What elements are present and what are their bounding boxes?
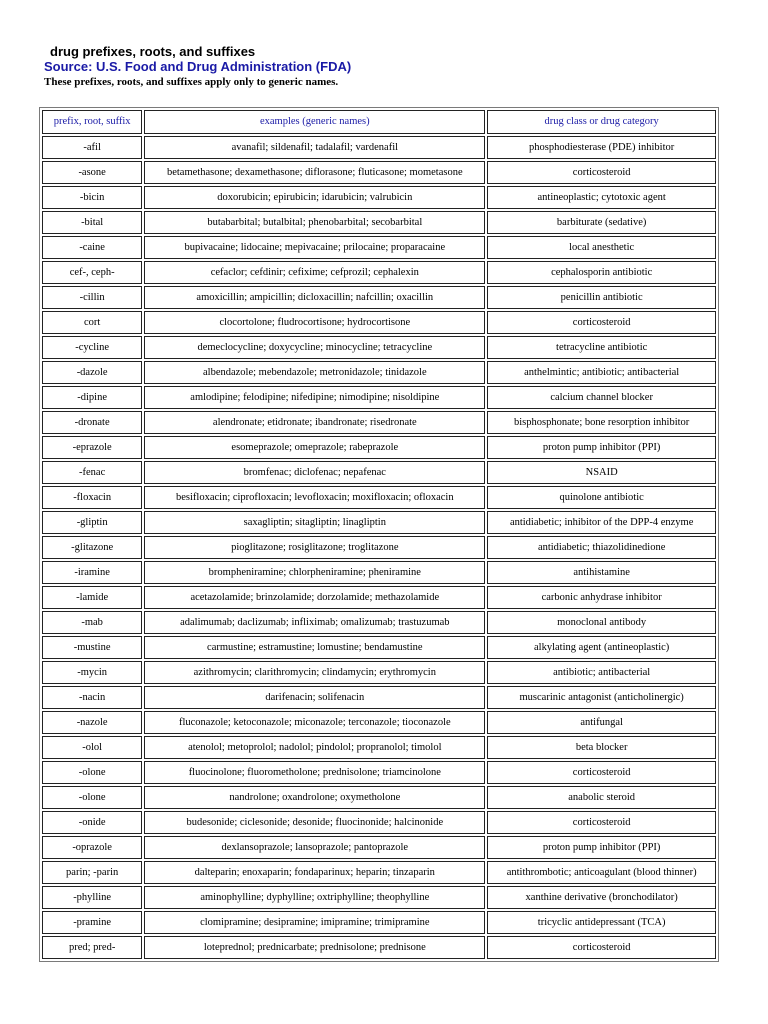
- table-row: [42, 911, 716, 934]
- table-row: [42, 436, 716, 459]
- table-row: [42, 936, 716, 959]
- table-row: [42, 211, 716, 234]
- category-cell: antineoplastic; cytotoxic agent: [487, 186, 716, 209]
- table-row: [42, 636, 716, 659]
- header-examples: examples (generic names): [144, 110, 485, 134]
- affix-cell: -nacin: [42, 686, 142, 709]
- affix-cell: -afil: [42, 136, 142, 159]
- table-row: [42, 561, 716, 584]
- affix-cell: cort: [42, 311, 142, 334]
- affix-cell: pred; pred-: [42, 936, 142, 959]
- category-cell: corticosteroid: [487, 311, 716, 334]
- category-cell: anabolic steroid: [487, 786, 716, 809]
- examples-cell: darifenacin; solifenacin: [144, 686, 485, 709]
- examples-cell: avanafil; sildenafil; tadalafil; vardenafil: [144, 136, 485, 159]
- affix-cell: -bital: [42, 211, 142, 234]
- affix-cell: -caine: [42, 236, 142, 259]
- category-cell: tetracycline antibiotic: [487, 336, 716, 359]
- examples-cell: demeclocycline; doxycycline; minocycline; tetracycline: [144, 336, 485, 359]
- examples-cell: besifloxacin; ciprofloxacin; levofloxacin; moxifloxacin; ofloxacin: [144, 486, 485, 509]
- table-header-row: [42, 110, 716, 134]
- category-cell: antidiabetic; thiazolidinedione: [487, 536, 716, 559]
- examples-cell: bromfenac; diclofenac; nepafenac: [144, 461, 485, 484]
- category-cell: carbonic anhydrase inhibitor: [487, 586, 716, 609]
- affix-cell: -dipine: [42, 386, 142, 409]
- category-cell: proton pump inhibitor (PPI): [487, 436, 716, 459]
- table-row: [42, 386, 716, 409]
- note-line: These prefixes, roots, and suffixes apply only to generic names.: [44, 76, 339, 88]
- affix-cell: -olone: [42, 761, 142, 784]
- table-row: [42, 686, 716, 709]
- category-cell: corticosteroid: [487, 761, 716, 784]
- affix-cell: -fenac: [42, 461, 142, 484]
- examples-cell: azithromycin; clarithromycin; clindamycin; erythromycin: [144, 661, 485, 684]
- examples-cell: bupivacaine; lidocaine; mepivacaine; prilocaine; proparacaine: [144, 236, 485, 259]
- category-cell: cephalosporin antibiotic: [487, 261, 716, 284]
- table-row: [42, 261, 716, 284]
- examples-cell: aminophylline; dyphylline; oxtriphylline; theophylline: [144, 886, 485, 909]
- examples-cell: acetazolamide; brinzolamide; dorzolamide; methazolamide: [144, 586, 485, 609]
- table-row: [42, 661, 716, 684]
- category-cell: antifungal: [487, 711, 716, 734]
- page-title: drug prefixes, roots, and suffixes: [50, 44, 256, 59]
- category-cell: proton pump inhibitor (PPI): [487, 836, 716, 859]
- table-row: [42, 886, 716, 909]
- table-row: [42, 836, 716, 859]
- category-cell: phosphodiesterase (PDE) inhibitor: [487, 136, 716, 159]
- affix-cell: -bicin: [42, 186, 142, 209]
- category-cell: antihistamine: [487, 561, 716, 584]
- category-cell: quinolone antibiotic: [487, 486, 716, 509]
- affix-cell: -onide: [42, 811, 142, 834]
- table-row: [42, 586, 716, 609]
- table-row: [42, 136, 716, 159]
- affix-cell: -dazole: [42, 361, 142, 384]
- table-row: [42, 811, 716, 834]
- table-row: [42, 311, 716, 334]
- table-row: [42, 786, 716, 809]
- examples-cell: clomipramine; desipramine; imipramine; trimipramine: [144, 911, 485, 934]
- affix-cell: -olone: [42, 786, 142, 809]
- affix-cell: -floxacin: [42, 486, 142, 509]
- table-row: [42, 286, 716, 309]
- affix-cell: -oprazole: [42, 836, 142, 859]
- table-row: [42, 511, 716, 534]
- category-cell: beta blocker: [487, 736, 716, 759]
- table-row: [42, 336, 716, 359]
- affix-cell: -phylline: [42, 886, 142, 909]
- examples-cell: budesonide; ciclesonide; desonide; fluocinonide; halcinonide: [144, 811, 485, 834]
- examples-cell: atenolol; metoprolol; nadolol; pindolol; propranolol; timolol: [144, 736, 485, 759]
- affix-cell: -pramine: [42, 911, 142, 934]
- examples-cell: cefaclor; cefdinir; cefixime; cefprozil; cephalexin: [144, 261, 485, 284]
- table-row: [42, 536, 716, 559]
- category-cell: antithrombotic; anticoagulant (blood thinner): [487, 861, 716, 884]
- category-cell: anthelmintic; antibiotic; antibacterial: [487, 361, 716, 384]
- affix-cell: -dronate: [42, 411, 142, 434]
- affix-cell: -eprazole: [42, 436, 142, 459]
- examples-cell: loteprednol; prednicarbate; prednisolone; prednisone: [144, 936, 485, 959]
- affix-cell: -mycin: [42, 661, 142, 684]
- table-body: [42, 136, 716, 959]
- table-row: [42, 461, 716, 484]
- examples-cell: esomeprazole; omeprazole; rabeprazole: [144, 436, 485, 459]
- examples-cell: nandrolone; oxandrolone; oxymetholone: [144, 786, 485, 809]
- category-cell: corticosteroid: [487, 936, 716, 959]
- category-cell: xanthine derivative (bronchodilator): [487, 886, 716, 909]
- category-cell: NSAID: [487, 461, 716, 484]
- examples-cell: butabarbital; butalbital; phenobarbital; secobarbital: [144, 211, 485, 234]
- affix-cell: -iramine: [42, 561, 142, 584]
- examples-cell: carmustine; estramustine; lomustine; bendamustine: [144, 636, 485, 659]
- examples-cell: fluocinolone; fluorometholone; prednisolone; triamcinolone: [144, 761, 485, 784]
- table-row: [42, 486, 716, 509]
- category-cell: antibiotic; antibacterial: [487, 661, 716, 684]
- examples-cell: pioglitazone; rosiglitazone; troglitazone: [144, 536, 485, 559]
- category-cell: corticosteroid: [487, 811, 716, 834]
- table-row: [42, 861, 716, 884]
- affix-cell: -nazole: [42, 711, 142, 734]
- examples-cell: doxorubicin; epirubicin; idarubicin; valrubicin: [144, 186, 485, 209]
- affix-cell: -gliptin: [42, 511, 142, 534]
- table-row: [42, 736, 716, 759]
- examples-cell: amlodipine; felodipine; nifedipine; nimodipine; nisoldipine: [144, 386, 485, 409]
- category-cell: monoclonal antibody: [487, 611, 716, 634]
- examples-cell: betamethasone; dexamethasone; diflorasone; fluticasone; mometasone: [144, 161, 485, 184]
- affix-cell: -mustine: [42, 636, 142, 659]
- category-cell: calcium channel blocker: [487, 386, 716, 409]
- table-row: [42, 361, 716, 384]
- category-cell: local anesthetic: [487, 236, 716, 259]
- table-row: [42, 186, 716, 209]
- table-row: [42, 711, 716, 734]
- category-cell: bisphosphonate; bone resorption inhibitor: [487, 411, 716, 434]
- examples-cell: dalteparin; enoxaparin; fondaparinux; heparin; tinzaparin: [144, 861, 485, 884]
- affix-cell: -cycline: [42, 336, 142, 359]
- source-line: Source: U.S. Food and Drug Administration (FDA): [44, 59, 352, 74]
- category-cell: alkylating agent (antineoplastic): [487, 636, 716, 659]
- affix-cell: -cillin: [42, 286, 142, 309]
- category-cell: penicillin antibiotic: [487, 286, 716, 309]
- category-cell: tricyclic antidepressant (TCA): [487, 911, 716, 934]
- header-affix: prefix, root, suffix: [42, 110, 142, 134]
- examples-cell: amoxicillin; ampicillin; dicloxacillin; nafcillin; oxacillin: [144, 286, 485, 309]
- affix-cell: cef-, ceph-: [42, 261, 142, 284]
- table-row: [42, 161, 716, 184]
- header-category: drug class or drug category: [487, 110, 716, 134]
- category-cell: barbiturate (sedative): [487, 211, 716, 234]
- affix-cell: -glitazone: [42, 536, 142, 559]
- category-cell: corticosteroid: [487, 161, 716, 184]
- affix-cell: -lamide: [42, 586, 142, 609]
- table-row: [42, 611, 716, 634]
- affix-cell: -asone: [42, 161, 142, 184]
- table-row: [42, 236, 716, 259]
- category-cell: antidiabetic; inhibitor of the DPP-4 enzyme: [487, 511, 716, 534]
- table-row: [42, 411, 716, 434]
- category-cell: muscarinic antagonist (anticholinergic): [487, 686, 716, 709]
- examples-cell: clocortolone; fludrocortisone; hydrocortisone: [144, 311, 485, 334]
- affix-cell: -olol: [42, 736, 142, 759]
- drug-affix-table: [39, 107, 719, 962]
- table-row: [42, 761, 716, 784]
- examples-cell: albendazole; mebendazole; metronidazole; tinidazole: [144, 361, 485, 384]
- examples-cell: saxagliptin; sitagliptin; linagliptin: [144, 511, 485, 534]
- document-header: [44, 44, 744, 89]
- examples-cell: adalimumab; daclizumab; infliximab; omalizumab; trastuzumab: [144, 611, 485, 634]
- affix-cell: -mab: [42, 611, 142, 634]
- examples-cell: brompheniramine; chlorpheniramine; pheniramine: [144, 561, 485, 584]
- examples-cell: alendronate; etidronate; ibandronate; risedronate: [144, 411, 485, 434]
- examples-cell: dexlansoprazole; lansoprazole; pantoprazole: [144, 836, 485, 859]
- examples-cell: fluconazole; ketoconazole; miconazole; terconazole; tioconazole: [144, 711, 485, 734]
- affix-cell: parin; -parin: [42, 861, 142, 884]
